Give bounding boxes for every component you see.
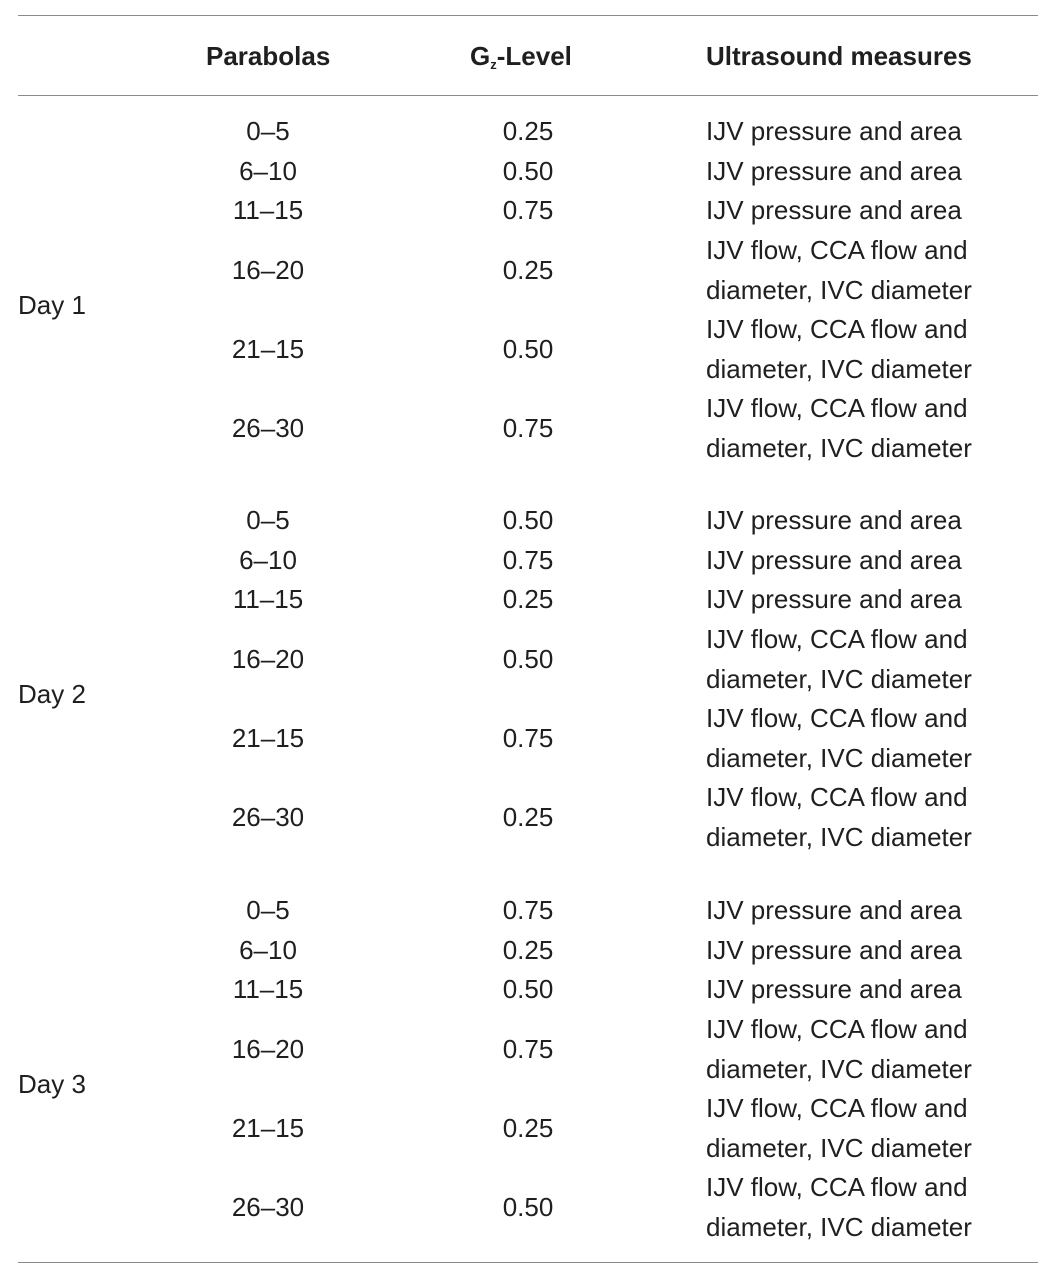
parabolas-cell: 16–20	[231, 1034, 305, 1064]
table-row	[18, 1010, 1038, 1089]
table-row	[18, 620, 1038, 699]
gz-level-cell: 0.75	[502, 413, 554, 443]
table-row	[18, 699, 1038, 778]
ultrasound-cell: IJV pressure and area	[706, 156, 962, 186]
ultrasound-cell: IJV flow, CCA flow and diameter, IVC diameter	[706, 235, 972, 305]
ultrasound-cell: IJV flow, CCA flow and diameter, IVC diameter	[706, 782, 972, 852]
header-ultrasound-measures: Ultrasound measures	[706, 41, 972, 71]
gz-level-cell: 0.75	[502, 895, 554, 925]
ultrasound-cell: IJV pressure and area	[706, 195, 962, 225]
ultrasound-cell: IJV pressure and area	[706, 935, 962, 965]
ultrasound-cell: IJV flow, CCA flow and diameter, IVC diameter	[706, 393, 972, 463]
table-row	[18, 231, 1038, 310]
gz-level-cell: 0.50	[502, 156, 554, 186]
day-label: Day 1	[18, 290, 86, 320]
ultrasound-cell: IJV flow, CCA flow and diameter, IVC diameter	[706, 1014, 972, 1084]
parabolas-cell: 0–5	[246, 116, 290, 146]
ultrasound-cell: IJV flow, CCA flow and diameter, IVC diameter	[706, 1172, 972, 1242]
gz-level-cell: 0.25	[502, 802, 554, 832]
gz-level-cell: 0.25	[502, 116, 554, 146]
parabolas-cell: 21–15	[231, 723, 305, 753]
gz-level-cell: 0.50	[502, 505, 554, 535]
parabolas-cell: 16–20	[231, 644, 305, 674]
ultrasound-cell: IJV pressure and area	[706, 895, 962, 925]
table-row	[18, 1168, 1038, 1247]
table-row	[18, 112, 1038, 152]
gz-level-cell: 0.25	[502, 584, 554, 614]
parabolas-cell: 21–15	[231, 1113, 305, 1143]
table-row	[18, 389, 1038, 468]
day-group	[18, 891, 1038, 1258]
table-row	[18, 501, 1038, 541]
ultrasound-cell: IJV pressure and area	[706, 116, 962, 146]
parabolas-cell: 11–15	[232, 584, 304, 614]
parabolas-cell: 21–15	[231, 334, 305, 364]
ultrasound-cell: IJV flow, CCA flow and diameter, IVC diameter	[706, 314, 972, 384]
gz-level-cell: 0.50	[502, 644, 554, 674]
ultrasound-cell: IJV pressure and area	[706, 974, 962, 1004]
day-label: Day 3	[18, 1069, 86, 1099]
day-label: Day 2	[18, 679, 86, 709]
parabolas-cell: 26–30	[231, 802, 305, 832]
parabolas-cell: 11–15	[232, 974, 304, 1004]
parabolas-cell: 6–10	[239, 545, 297, 575]
table-row	[18, 970, 1038, 1010]
parabolas-cell: 16–20	[231, 255, 305, 285]
header-gz-level	[470, 41, 572, 71]
gz-level-cell: 0.50	[502, 1192, 554, 1222]
ultrasound-cell: IJV flow, CCA flow and diameter, IVC diameter	[706, 1093, 972, 1163]
parabolas-cell: 26–30	[231, 1192, 305, 1222]
parabolas-cell: 0–5	[246, 895, 290, 925]
table-bottom-rule	[18, 1262, 1038, 1263]
table-row	[18, 541, 1038, 581]
day-group	[18, 112, 1038, 479]
parabolas-cell: 11–15	[232, 195, 304, 225]
parabolas-cell: 6–10	[239, 935, 297, 965]
table-row	[18, 931, 1038, 971]
header-gz-main: G	[470, 41, 491, 71]
table-row	[18, 310, 1038, 389]
ultrasound-cell: IJV pressure and area	[706, 584, 962, 614]
table-top-rule	[18, 15, 1038, 16]
gz-level-cell: 0.75	[502, 723, 554, 753]
table-row	[18, 778, 1038, 857]
table-row	[18, 152, 1038, 192]
ultrasound-cell: IJV flow, CCA flow and diameter, IVC diameter	[706, 703, 972, 773]
header-parabolas: Parabolas	[206, 41, 331, 71]
header-gz-subscript: z	[490, 57, 497, 72]
gz-level-cell: 0.75	[502, 195, 554, 225]
day-group	[18, 501, 1038, 868]
gz-level-cell: 0.25	[502, 935, 554, 965]
parabolas-cell: 26–30	[231, 413, 305, 443]
gz-level-cell: 0.50	[502, 974, 554, 1004]
gz-level-cell: 0.50	[502, 334, 554, 364]
table-header-rule	[18, 95, 1038, 96]
table-row	[18, 580, 1038, 620]
header-gz-suffix: -Level	[496, 41, 572, 71]
gz-level-cell: 0.75	[502, 545, 554, 575]
table-row	[18, 191, 1038, 231]
gz-level-cell: 0.25	[502, 255, 554, 285]
table-row	[18, 1089, 1038, 1168]
parabolas-cell: 0–5	[246, 505, 290, 535]
ultrasound-cell: IJV pressure and area	[706, 545, 962, 575]
gz-level-cell: 0.75	[502, 1034, 554, 1064]
ultrasound-cell: IJV pressure and area	[706, 505, 962, 535]
ultrasound-cell: IJV flow, CCA flow and diameter, IVC diameter	[706, 624, 972, 694]
table-row	[18, 891, 1038, 931]
parabolas-cell: 6–10	[239, 156, 297, 186]
gz-level-cell: 0.25	[502, 1113, 554, 1143]
